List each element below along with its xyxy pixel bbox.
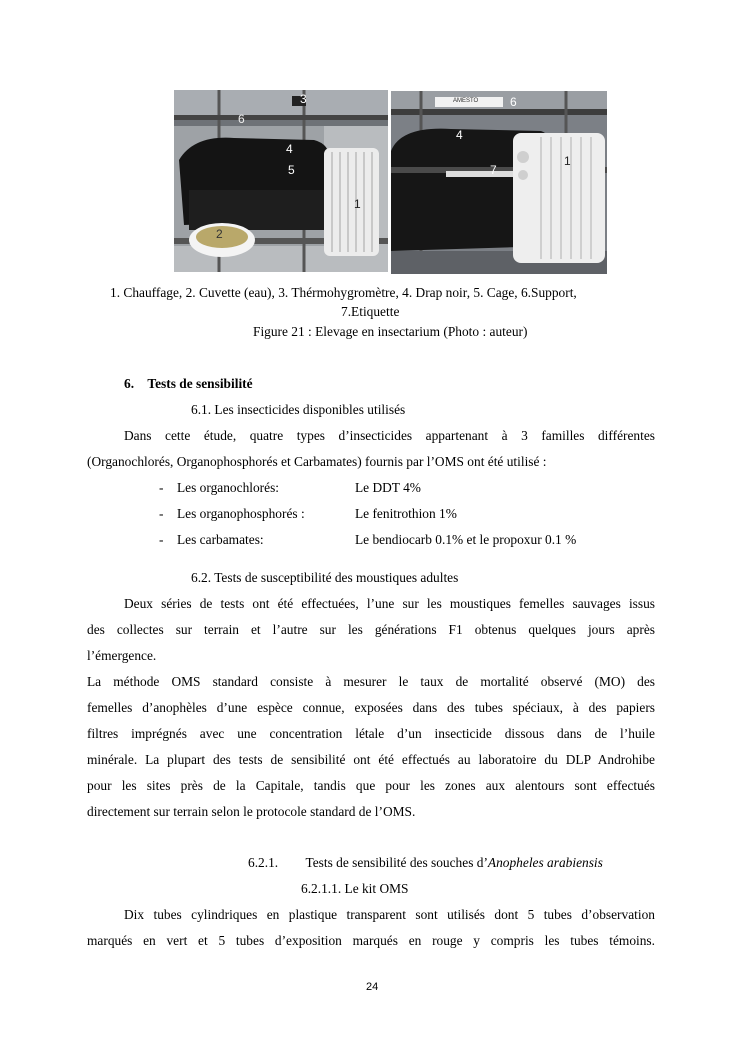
section-heading [124, 376, 253, 392]
paragraph-line: Dans cette étude, quatre types d’insecticides appartenant à 3 familles différentes [124, 428, 655, 443]
label-cage: 5 [288, 163, 295, 177]
list-dash: - [159, 532, 164, 547]
paragraph-line: femelles d’anophèles d’une espèce connue, exposées dans des tubes spéciaux, à des papiers [87, 700, 655, 715]
subsection-6-2-1 [248, 855, 603, 871]
subsection-6-2-1-1: 6.2.1.1. Le kit OMS [301, 881, 409, 896]
label-thermohygrometre: 3 [300, 92, 307, 106]
label-cuvette: 2 [216, 227, 223, 241]
paragraph-line: l’émergence. [87, 648, 157, 663]
list-dash: - [159, 480, 164, 495]
subsection-6-2: 6.2. Tests de susceptibilité des moustiques adultes [191, 570, 459, 585]
list-family: Les organophosphorés : [177, 506, 305, 521]
list-product: Le DDT 4% [355, 480, 421, 495]
label-drap-noir: 4 [456, 128, 463, 142]
section-number: 6. [124, 376, 135, 391]
subsection-6-1: 6.1. Les insecticides disponibles utilisés [191, 402, 406, 417]
paragraph-line: Deux séries de tests ont été effectuées, l’une sur les moustiques femelles sauvages issus [124, 596, 655, 611]
list-product: Le bendiocarb 0.1% et le propoxur 0.1 % [355, 532, 577, 547]
section-title: Tests de sensibilité [147, 376, 253, 391]
label-etiquette: 7 [490, 163, 497, 177]
paragraph-line: La méthode OMS standard consiste à mesurer le taux de mortalité observé (MO) des [87, 674, 655, 689]
species-name: Anopheles arabiensis [487, 855, 603, 870]
list-product: Le fenitrothion 1% [355, 506, 457, 521]
paragraph-line: filtres imprégnés avec une concentration létale d’un insecticide dissous dans de l’huile [87, 726, 655, 741]
figure-caption: Figure 21 : Elevage en insectarium (Photo : auteur) [253, 324, 528, 339]
subsection-title: Tests de sensibilité des souches d’Anopheles arabiensis [305, 855, 603, 870]
paragraph-line: minérale. La plupart des tests de sensibilité ont été effectués au laboratoire du DLP Androhibe [87, 752, 655, 767]
label-drap-noir: 4 [286, 142, 293, 156]
list-item [159, 480, 163, 496]
figure-legend-continued: 7.Etiquette [341, 304, 400, 319]
label-support: 6 [510, 95, 517, 109]
list-family: Les organochlorés: [177, 480, 280, 495]
paragraph-line: marqués en vert et 5 tubes d’exposition marqués en rouge y compris les tubes témoins. [87, 933, 655, 948]
list-dash: - [159, 506, 164, 521]
label-chauffage: 1 [564, 154, 571, 168]
insectarium-photo-left [174, 90, 388, 272]
label-chauffage: 1 [354, 197, 361, 211]
figure-legend: 1. Chauffage, 2. Cuvette (eau), 3. Thérmohygromètre, 4. Drap noir, 5. Cage, 6.Support, [110, 285, 577, 300]
paragraph-line: des collectes sur terrain et l’autre sur les générations F1 obtenus quelques jours après [87, 622, 655, 637]
paragraph-line: Dix tubes cylindriques en plastique transparent sont utilisés dont 5 tubes d’observation [124, 907, 655, 922]
paragraph-line: directement sur terrain selon le protocole standard de l’OMS. [87, 804, 416, 819]
list-family: Les carbamates: [177, 532, 264, 547]
page-number: 24 [366, 981, 379, 993]
label-support: 6 [238, 112, 245, 126]
paragraph-line: (Organochlorés, Organophosphorés et Carbamates) fournis par l’OMS ont été utilisé : [87, 454, 547, 469]
subsection-number: 6.2.1. [248, 855, 279, 870]
list-item [159, 532, 163, 548]
paragraph-line: pour les sites près de la Capitale, tandis que pour les zones aux alentours sont effectués [87, 778, 655, 793]
insectarium-photo-right [391, 91, 607, 274]
right-photo-tag: AMESTO [453, 98, 479, 104]
list-item [159, 506, 163, 522]
